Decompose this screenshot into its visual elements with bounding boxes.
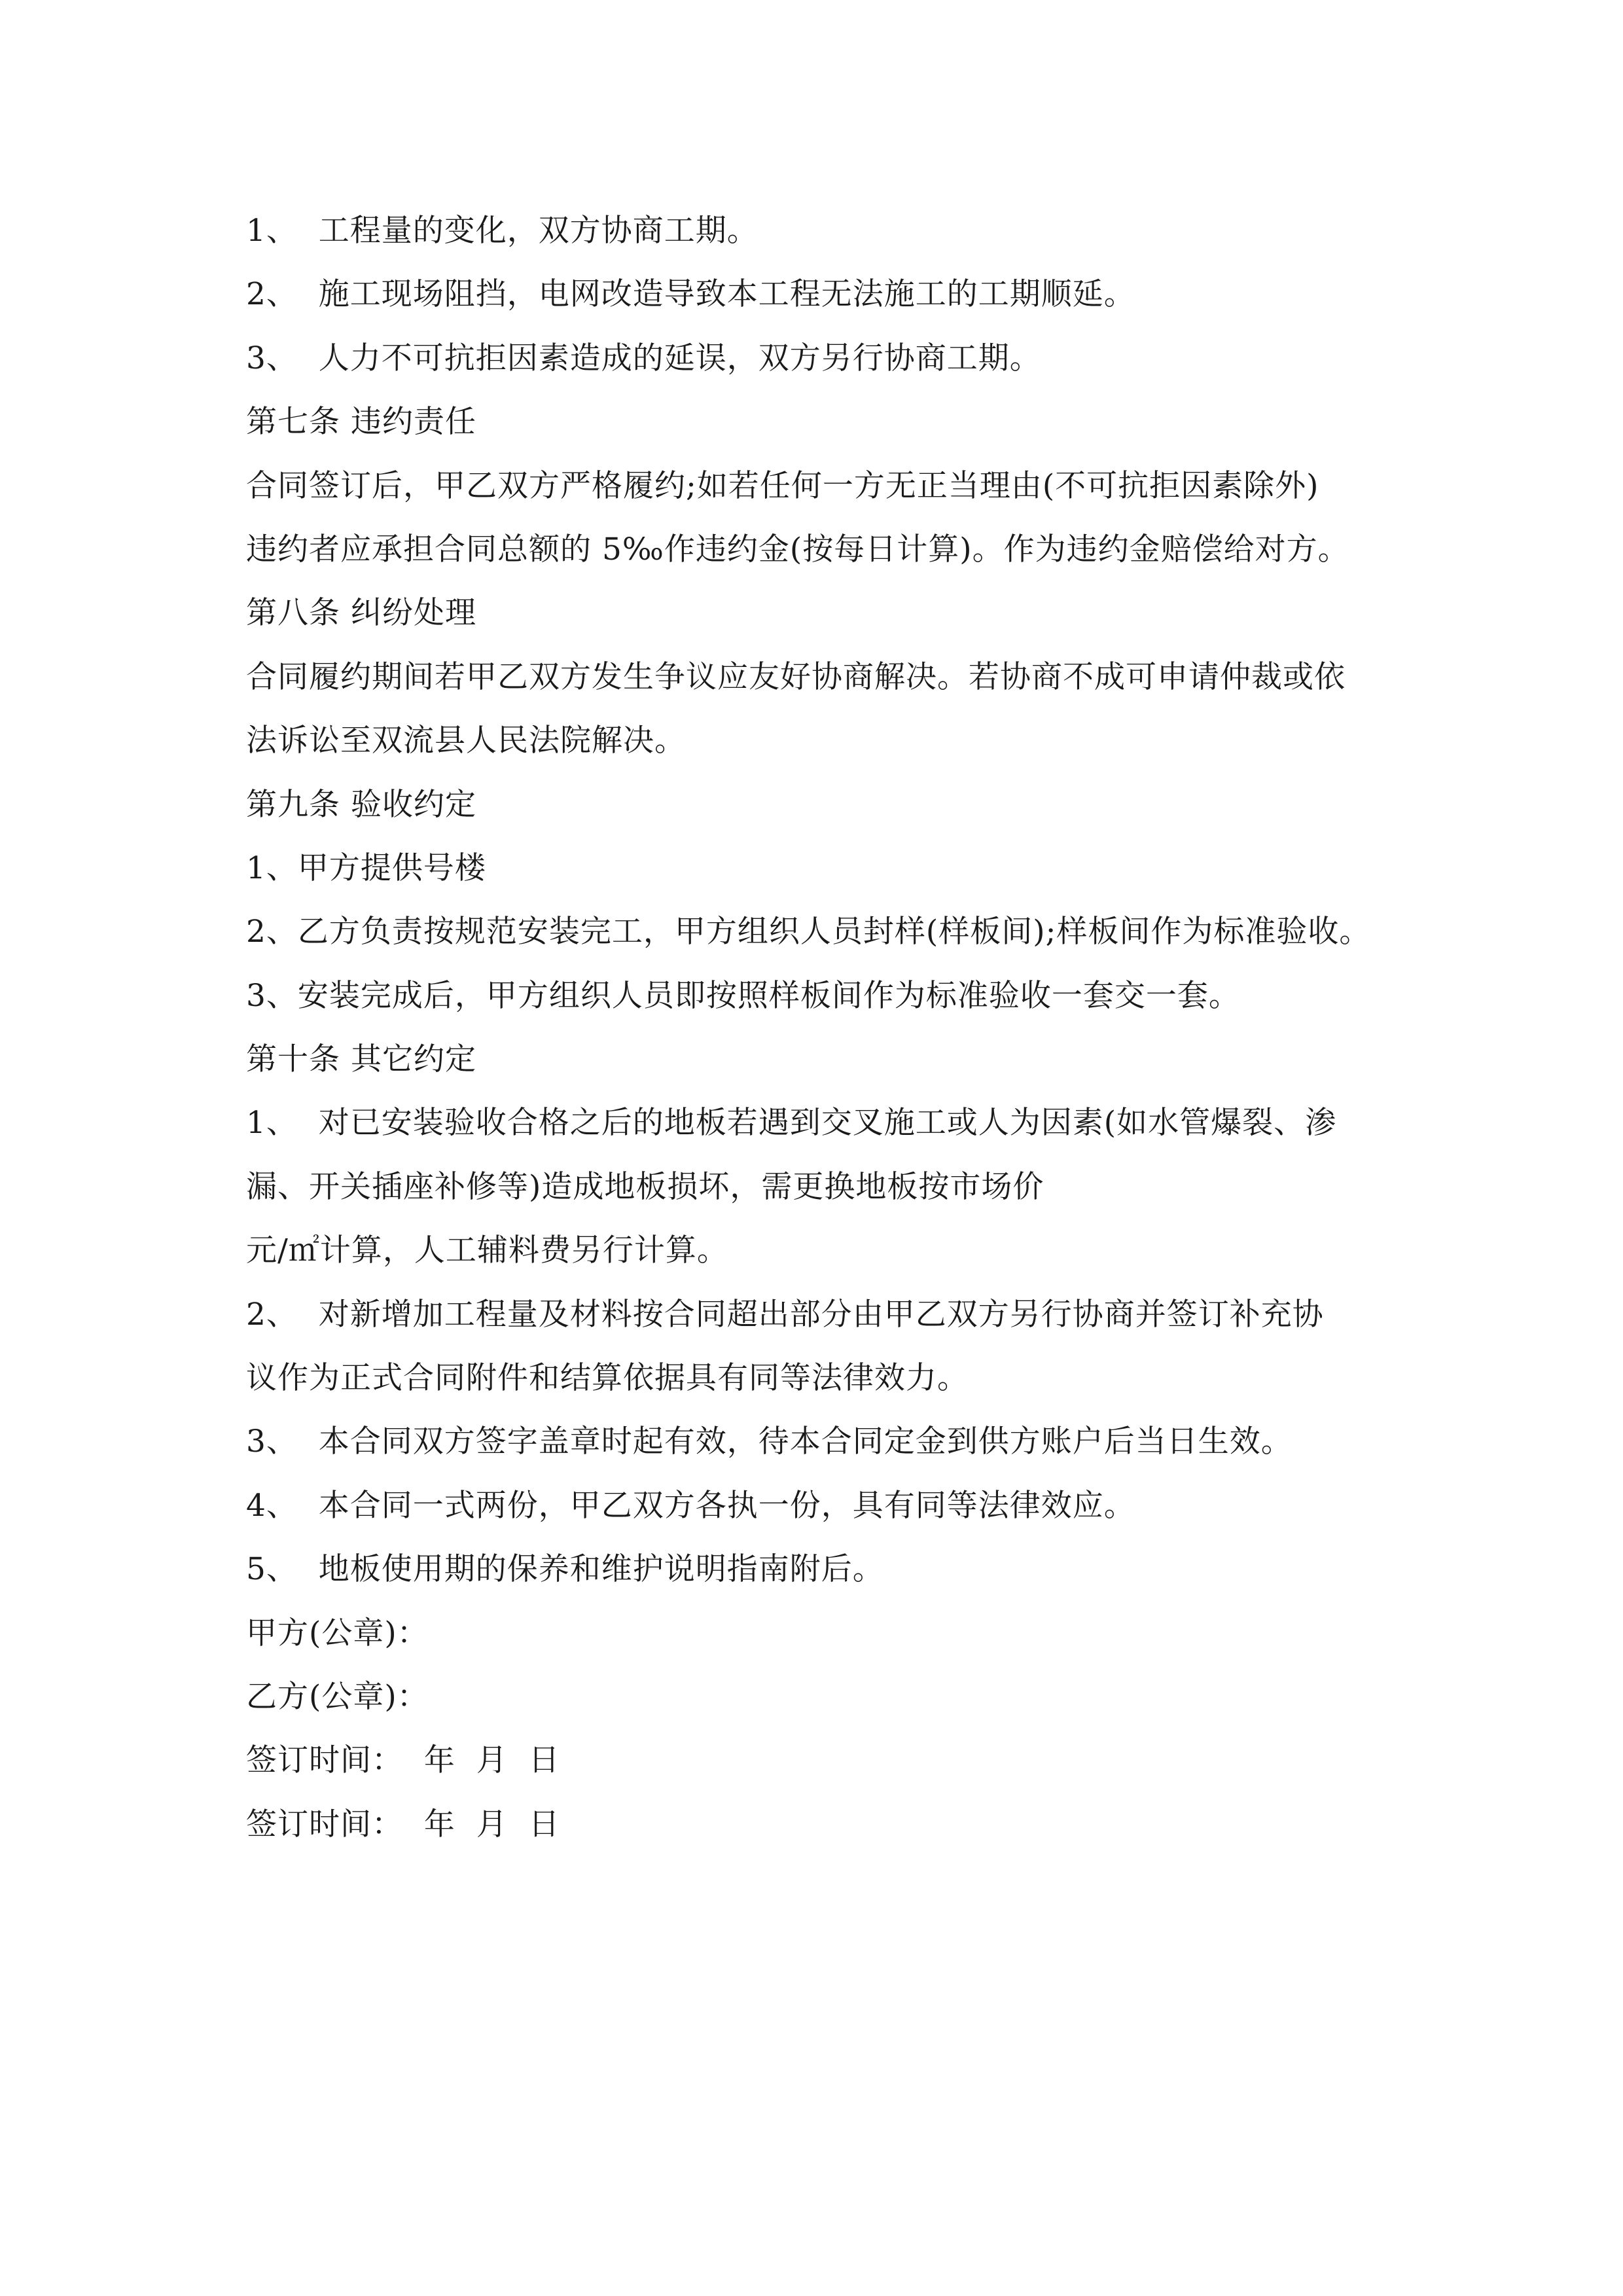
party-b-seal-line: 乙方(公章)： bbox=[246, 1678, 429, 1715]
signing-date-line: 签订时间： 年 月 日 bbox=[246, 1806, 560, 1842]
clause-line: 1、 对已安装验收合格之后的地板若遇到交叉施工或人为因素(如水管爆裂、渗 bbox=[246, 1105, 1337, 1141]
signing-date-line: 签订时间： 年 月 日 bbox=[246, 1742, 560, 1779]
clause-line: 元/㎡计算，人工辅料费另行计算。 bbox=[246, 1232, 728, 1269]
clause-line: 1、甲方提供号楼 bbox=[246, 850, 486, 886]
clause-line: 2、乙方负责按规范安装完工，甲方组织人员封样(样板间);样板间作为标准验收。 bbox=[246, 914, 1371, 950]
section-heading-article-10: 第十条 其它约定 bbox=[246, 1041, 476, 1078]
clause-line: 2、 对新增加工程量及材料按合同超出部分由甲乙双方另行协商并签订补充协 bbox=[246, 1296, 1324, 1333]
clause-line: 2、 施工现场阻挡，电网改造导致本工程无法施工的工期顺延。 bbox=[246, 276, 1135, 313]
clause-line: 4、 本合同一式两份，甲乙双方各执一份，具有同等法律效应。 bbox=[246, 1487, 1135, 1524]
clause-line: 3、安装完成后，甲方组织人员即按照样板间作为标准验收一套交一套。 bbox=[246, 977, 1240, 1014]
paragraph-line: 法诉讼至双流县人民法院解决。 bbox=[246, 723, 686, 759]
section-heading-article-9: 第九条 验收约定 bbox=[246, 786, 476, 823]
contract-text bbox=[246, 209, 1398, 1867]
clause-line: 5、 地板使用期的保养和维护说明指南附后。 bbox=[246, 1551, 884, 1588]
clause-line: 议作为正式合同附件和结算依据具有同等法律效力。 bbox=[246, 1360, 969, 1397]
paragraph-line: 合同签订后，甲乙双方严格履约;如若任何一方无正当理由(不可抗拒因素除外) bbox=[246, 467, 1319, 504]
party-a-seal-line: 甲方(公章)： bbox=[246, 1615, 429, 1651]
clause-line: 1、 工程量的变化，双方协商工期。 bbox=[246, 213, 758, 249]
paragraph-line: 违约者应承担合同总额的 5‰作违约金(按每日计算)。作为违约金赔偿给对方。 bbox=[246, 531, 1349, 567]
clause-line: 3、 本合同双方签字盖章时起有效，待本合同定金到供方账户后当日生效。 bbox=[246, 1424, 1293, 1460]
section-heading-article-8: 第八条 纠纷处理 bbox=[246, 595, 476, 632]
paragraph-line: 合同履约期间若甲乙双方发生争议应友好协商解决。若协商不成可申请仲裁或依 bbox=[246, 658, 1346, 695]
clause-line: 3、 人力不可抗拒因素造成的延误，双方另行协商工期。 bbox=[246, 340, 1041, 376]
section-heading-article-7: 第七条 违约责任 bbox=[246, 404, 476, 440]
clause-line: 漏、开关插座补修等)造成地板损坏，需更换地板按市场价 bbox=[246, 1168, 1044, 1205]
